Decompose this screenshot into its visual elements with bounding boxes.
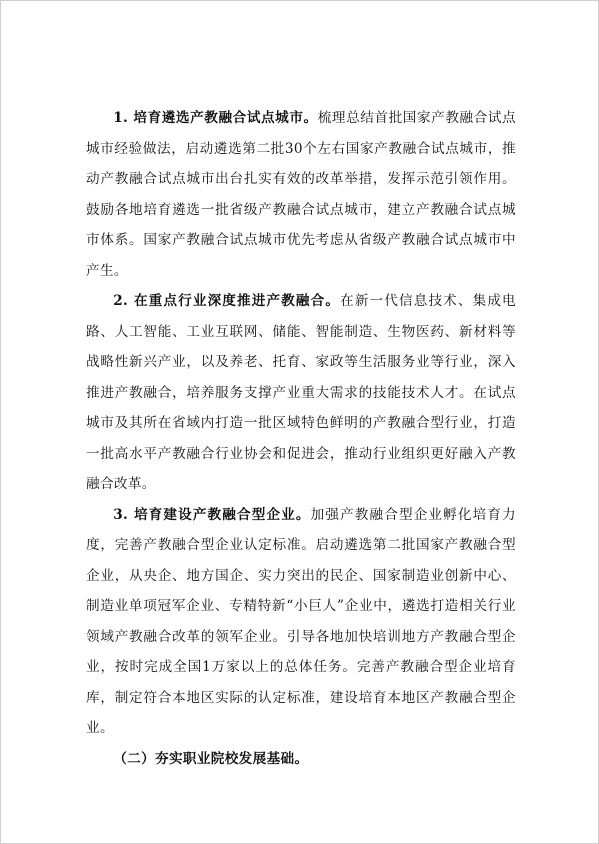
- paragraph-lead: 1. 培育遴选产教融合试点城市。: [113, 110, 318, 126]
- document-body: [86, 103, 516, 774]
- paragraph-enterprises: [86, 500, 516, 744]
- paragraph-text: 加强产教融合型企业孵化培育力度，完善产教融合型企业认定标准。启动遴选第二批国家产教融合型企业，从央企、地方国企、实力突出的民企、国家制造业创新中心、制造业单项冠军企业、专精特新“小巨人”企业中，遴选打造相关行业领域产教融合改革的领军企业。引导各地加快培训地方产教融合型企业，按时完成全国1万家以上的总体任务。完善产教融合型企业培育库，制定符合本地区实际的认定标准，建设培育本地区产教融合型企业。: [86, 506, 516, 736]
- paragraph-lead: 3. 培育建设产教融合型企业。: [113, 506, 311, 523]
- paragraph-text: 在新一代信息技术、集成电路、人工智能、工业互联网、储能、智能制造、生物医药、新材料等战略性新兴产业，以及养老、托育、家政等生活服务业等行业，深入推进产教融合，培养服务支撑产业重大需求的技能技术人才。在试点城市及其所在省域内打造一批区域特色鲜明的产教融合型行业，打造一批高水平产教融合行业协会和促进会，推动行业组织更好融入产教融合改革。: [86, 293, 517, 492]
- paragraph-key-industries: [86, 286, 516, 500]
- paragraph-pilot-cities: [86, 103, 516, 286]
- paragraph-lead: 2. 在重点行业深度推进产教融合。: [113, 293, 341, 309]
- paragraph-text: 梳理总结首批国家产教融合试点城市经验做法，启动遴选第二批30个左右国家产教融合试点城市，推动产教融合试点城市出台扎实有效的改革举措，发挥示范引领作用。鼓励各地培育遴选一批省级产教融合试点城市，建立产教融合试点城市体系。国家产教融合试点城市优先考虑从省级产教融合试点城市中产生。: [86, 110, 516, 279]
- section-heading: （二）夯实职业院校发展基础。: [113, 750, 309, 767]
